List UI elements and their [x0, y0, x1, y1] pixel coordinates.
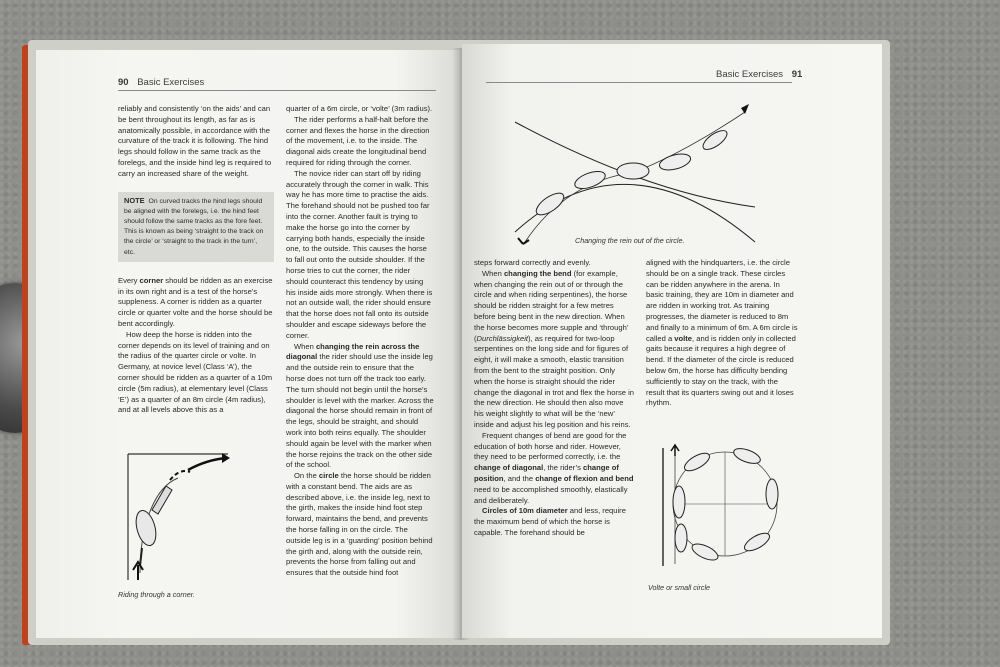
right-column-1	[474, 258, 634, 539]
left-header-title: Basic Exercises	[137, 77, 205, 88]
left-header-rule	[118, 90, 436, 91]
direction-curve	[188, 458, 226, 470]
horse-figure	[617, 163, 649, 179]
text-span: and less, require the maximum bend of which the horse is capable. The forehand should be	[474, 506, 626, 537]
paragraph-diagonal	[286, 342, 434, 472]
text-span: , and is ridden only in collected gaits because it requires a high degree of bend. If the diameter of the circle is reduced below 6m, the horse has difficulty bending sufficiently to stay on the track, with the result that its quarters swing out and it loses rhythm.	[646, 333, 796, 408]
start-arrow-icon	[133, 562, 143, 580]
paragraph: quarter of a 6m circle, or ‘volte’ (3m radius).	[286, 104, 433, 113]
left-page-number: 90	[118, 77, 129, 88]
bold-term: change of position	[474, 463, 619, 483]
paragraph: steps forward correctly and evenly.	[474, 258, 591, 267]
right-header-title: Basic Exercises	[716, 69, 784, 80]
bold-term: change of flexion and bend	[535, 473, 634, 483]
text-span: the rider should use the inside leg and the outside rein to ensure that the horse does not turn off the track too early. The turn should not begin until the horse’s shoulder is level with the marker. Across the diagonal the horse should remain in front of the legs, should be straight, and should work into both reins equally. The shoulder should again be level with the marker when the horse rejoins the track on the other side of the school.	[286, 352, 434, 470]
right-page-number: 91	[791, 69, 803, 80]
horse-figure	[675, 524, 687, 552]
left-column-1	[118, 104, 274, 416]
text-span: , and the	[503, 473, 536, 483]
italic-term: Durchlässigkeit	[476, 333, 529, 343]
text-span: On the	[294, 471, 319, 481]
note-box	[118, 192, 274, 262]
text-span: aligned with the hindquarters, i.e. the circle should be on a single track. These circles can be ridden anywhere in the arena. In basic training, they are 10m in diameter and are ridden in working trot. As training progresses, the diameter is reduced to 8m and finally to a minimum of 6m. A 6m circle is called a	[646, 258, 798, 343]
arrow-head-icon	[741, 104, 749, 114]
paragraph: The novice rider can start off by riding accurately through the corner in walk. This way he has more time to practise the aids. The forehand should not be pushed too far into the corner. Another fault is trying to make the horse go into the corner by carrying both hands, especially the inside one, to the outside. This causes the horse to fall out onto the outside shoulder. If the horse tries to cut the corner, the rider should counteract this tendency by using his inside aids more strongly. When there is not an outside wall, the rider should ensure that the horse does not fall onto its outside shoulder and escape sideways before the corner.	[286, 168, 433, 340]
text-span: the horse should be ridden with a constant bend. The aids are as described above, i.e. the inside leg, next to the girth, makes the inside hind foot step forward, maintains the bend, and prevents the horse falling in on the circle. The outside leg is in a ‘guarding’ position behind the girth and, along with the outside rein, prevents the horse from falling out and ensures that the outside hind foot	[286, 471, 433, 578]
bold-term: changing the rein across the diagonal	[286, 341, 420, 362]
horse-figure	[742, 530, 772, 554]
corner-diagram	[118, 448, 278, 583]
text-span: , the rider’s	[543, 463, 584, 473]
left-running-head	[118, 77, 204, 88]
horse-figure	[690, 541, 720, 564]
note-text: On curved tracks the hind legs should be aligned with the forelegs, i.e. the hind feet should follow the same tracks as the fore feet. This is known as being ‘straight to the track on the circle’ or ‘straight to the track in the turn’, etc.	[124, 197, 264, 256]
bold-term: changing the bend	[503, 268, 572, 278]
paragraph-circle	[286, 471, 434, 579]
bold-term: volte	[674, 333, 693, 343]
text-span: When	[482, 268, 504, 278]
paragraph: How deep the horse is ridden into the corner depends on its level of training and on the radius of the quarter circle or volte. In Germany, at novice level (Class ‘A’), the corner should be ridden as a quarter of a 10m circle (5m radius), at elementary level (Class ‘E’) as a quarter of an 8m circle (4m radius), and at all levels above this as a	[118, 329, 273, 415]
horse-figure	[766, 479, 778, 509]
text-span: Frequent changes of bend are good for the education of both horse and rider. However, they need to be performed correctly, i.e. the	[474, 430, 627, 462]
horse-figure	[658, 151, 693, 173]
motion-dashes	[170, 471, 190, 480]
volte-diagram	[655, 442, 785, 572]
right-column-2	[646, 258, 798, 409]
bold-term: Circles of 10m diameter	[482, 506, 568, 516]
paragraph-circles	[474, 506, 634, 538]
horse-figure	[533, 189, 567, 219]
paragraph-changes	[474, 431, 634, 507]
text-span: Every	[118, 275, 140, 285]
text-span: (for example, when changing the rein out of or through the circle and when riding serpentines), the horse should be ridden straight for a few metres before being bent in the new direction. When the horse becomes more supple and ‘through’ (	[474, 268, 629, 343]
text-span: When	[294, 341, 316, 351]
horse-figure	[682, 450, 712, 474]
horse-figure	[133, 508, 160, 547]
bold-term: circle	[318, 471, 339, 481]
text-span: need to be accomplished smoothly, elastically and deliberately.	[474, 484, 628, 505]
paragraph-corner	[118, 276, 274, 330]
bold-term: change of diagonal	[474, 463, 544, 473]
caption-rein: Changing the rein out of the circle.	[575, 236, 685, 245]
paragraph: reliably and consistently ‘on the aids’ and can be bent throughout its length, as far as is anatomically possible, in accordance with the curvature of the track it is following. The hind legs should follow in the same track as the forelegs, and the inside hind leg is required to carry an increased share of the weight.	[118, 104, 272, 178]
horse-leg	[140, 548, 142, 566]
caption-corner: Riding through a corner.	[118, 590, 195, 599]
text-span: ), as required for two-loop serpentines on the long side and for figures of eight, it will make a smooth, elastic transition from the bent to the straight position. Only when the horse is straight should the rider change the diagonal in trot and flex the horse in the new direction. He should then also move his weight slightly to what will be the ‘new’ inside and adjust his leg position and his reins.	[474, 333, 635, 429]
right-header-rule	[486, 82, 792, 83]
arena-curve	[515, 184, 755, 242]
left-column-2	[286, 104, 434, 579]
right-running-head	[716, 69, 802, 80]
horse-figure	[673, 486, 685, 518]
bold-term: corner	[139, 275, 164, 285]
text-span: should be ridden as an exercise in its own right and is a test of the horse’s suppleness. A corner is ridden as a quarter circle or quarter volte and the horse should be bent accordingly.	[118, 275, 273, 328]
change-rein-diagram	[505, 92, 765, 252]
caption-volte: Volte or small circle	[648, 583, 711, 592]
note-label: NOTE	[124, 195, 145, 205]
arrow-head-icon	[671, 445, 679, 456]
paragraph-bend	[474, 269, 634, 431]
paragraph-volte	[646, 258, 798, 409]
horse-figure	[732, 446, 762, 467]
paragraph: The rider performs a half-halt before the corner and flexes the horse in the direction of the movement, i.e. to the inside. The diagonal aids create the longitudinal bend required for riding through the corner.	[286, 114, 430, 167]
